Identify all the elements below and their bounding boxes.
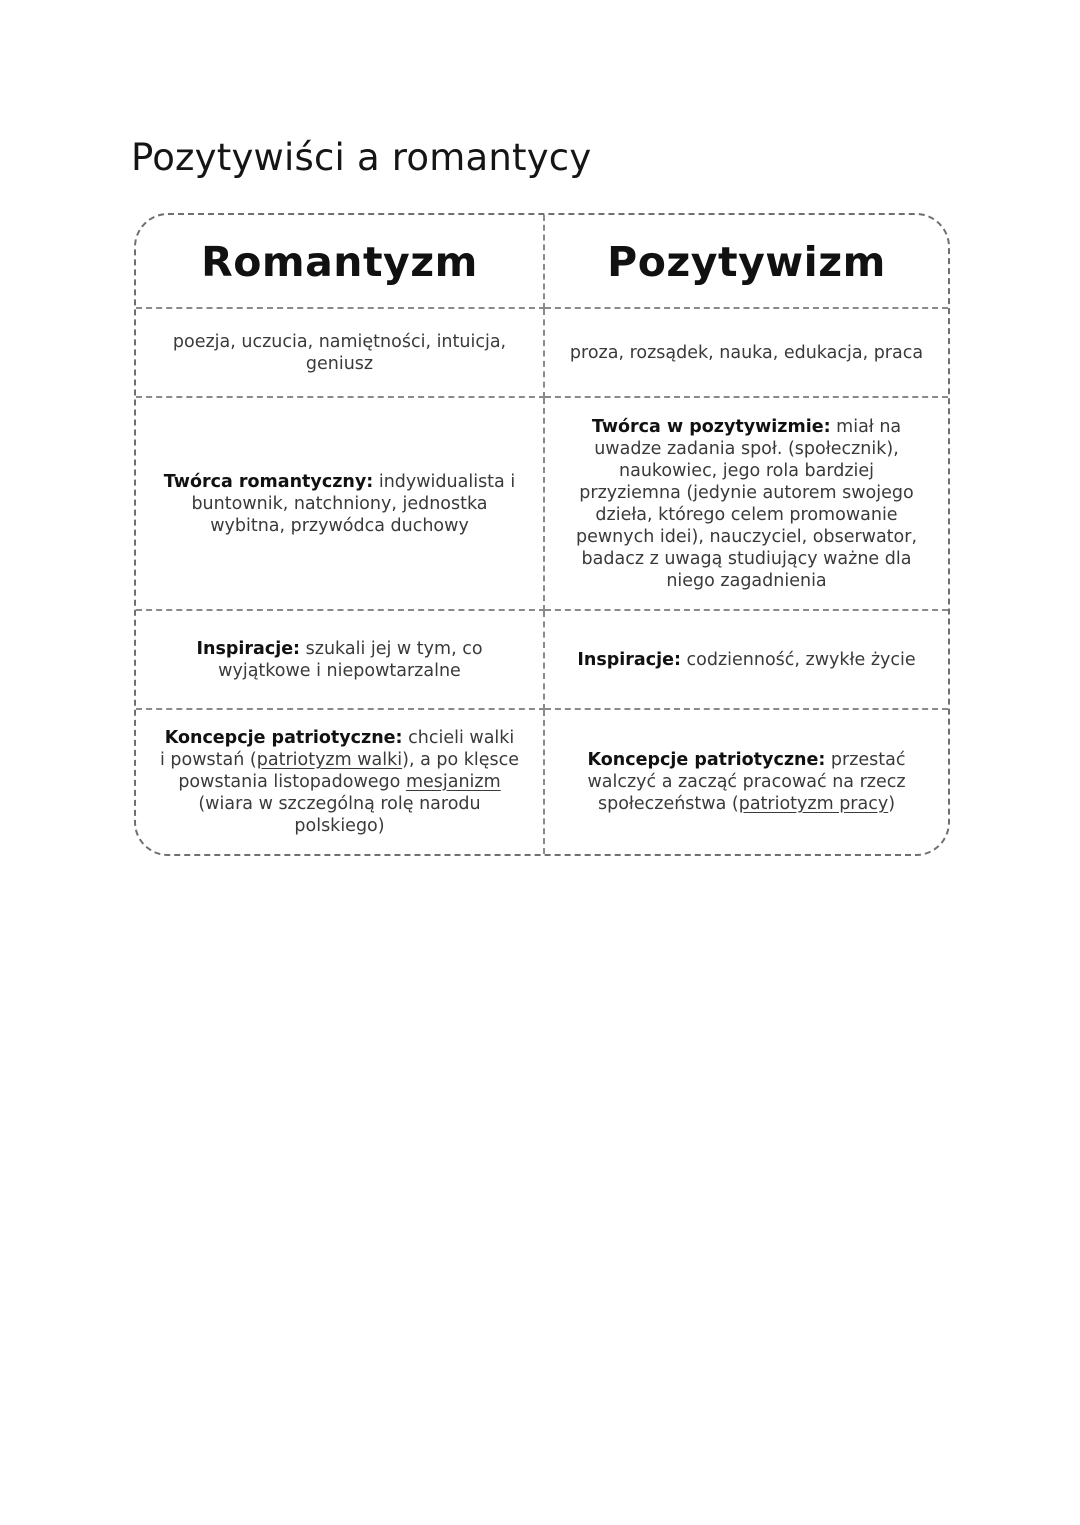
term-patriotyzm-walki: patriotyzm walki bbox=[256, 750, 403, 770]
cell-text: poezja, uczucia, namiętności, intuicja, geniusz bbox=[172, 331, 507, 374]
cell-romantyzm-koncepcje bbox=[136, 710, 545, 854]
cell-romantyzm-keywords bbox=[136, 309, 545, 398]
cell-text: indywidualista i buntownik, natchniony, jednostka wybitna, przywódca duchowy bbox=[191, 471, 516, 536]
cell-label: Koncepcje patriotyczne: bbox=[587, 750, 826, 770]
cell-pozytywizm-inspiracje bbox=[545, 611, 948, 710]
comparison-table bbox=[134, 213, 950, 856]
header-pozytywizm: Pozytywizm bbox=[545, 215, 948, 309]
cell-text: proza, rozsądek, nauka, edukacja, praca bbox=[569, 342, 924, 363]
cell-text: codzienność, zwykłe życie bbox=[686, 649, 916, 670]
cell-label: Inspiracje: bbox=[577, 649, 681, 670]
cell-label: Twórca w pozytywizmie: bbox=[591, 416, 831, 437]
cell-label: Twórca romantyczny: bbox=[163, 471, 374, 492]
cell-pozytywizm-tworca bbox=[545, 398, 948, 611]
cell-text: (wiara w szczególną rolę narodu polskiego) bbox=[198, 794, 481, 836]
cell-romantyzm-tworca bbox=[136, 398, 545, 611]
cell-text: ) bbox=[888, 794, 896, 814]
term-patriotyzm-pracy: patriotyzm pracy bbox=[738, 794, 889, 814]
cell-pozytywizm-keywords bbox=[545, 309, 948, 398]
cell-romantyzm-inspiracje bbox=[136, 611, 545, 710]
cell-label: Inspiracje: bbox=[196, 638, 301, 659]
term-mesjanizm: mesjanizm bbox=[405, 772, 501, 792]
cell-label: Koncepcje patriotyczne: bbox=[164, 728, 403, 748]
cell-text: ), a po klęsce powstania listopadowego bbox=[178, 750, 520, 792]
header-romantyzm: Romantyzm bbox=[136, 215, 545, 309]
cell-text: chcieli walki i powstań ( bbox=[160, 728, 515, 770]
page-title: Pozytywiści a romantycy bbox=[131, 136, 592, 179]
cell-text: przestać walczyć a zacząć pracować na rzecz społeczeństwa ( bbox=[587, 750, 906, 814]
cell-text: szukali jej w tym, co wyjątkowe i niepowtarzalne bbox=[218, 638, 483, 681]
cell-text: miał na uwadze zadania społ. (społecznik), naukowiec, jego rola bardziej przyziemna (jedynie autorem swojego dzieła, którego celem promowanie pewnych idei), nauczyciel, obserwator, badacz z uwagą studiujący ważne dla niego zagadnienia bbox=[575, 416, 918, 591]
cell-pozytywizm-koncepcje bbox=[545, 710, 948, 854]
